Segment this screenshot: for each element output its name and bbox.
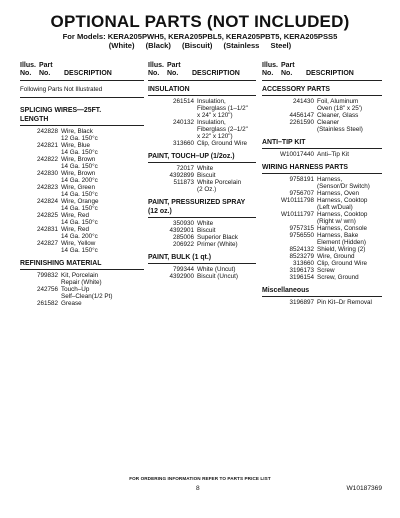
description-line: Biscuit (Uncut) — [197, 273, 238, 280]
description-line: Oven (18" x 25') — [317, 104, 363, 112]
column-3 — [262, 62, 382, 307]
part-number: 242821 — [36, 141, 58, 149]
part-number: 242756 — [36, 285, 58, 293]
spray-list — [148, 221, 256, 249]
description-line: 12 Ga. 150°c — [61, 134, 98, 142]
ordering-info: FOR ORDERING INFORMATION REFER TO PARTS PRICE LIST — [129, 476, 271, 481]
section-touchup-title: PAINT, TOUCH–UP (1/2oz.) — [148, 153, 256, 163]
header-part: Part — [281, 62, 295, 69]
part-description — [61, 227, 144, 241]
document-number: W10187369 — [346, 485, 382, 492]
part-number: 242831 — [36, 225, 58, 233]
page-number: 8 — [196, 485, 200, 492]
description-line: Element (Hidden) — [317, 238, 366, 246]
description-line: Foil, Aluminum — [317, 98, 359, 105]
description-line: Fiberglass (1–1/2" — [197, 104, 248, 112]
description-line: Wire, Red — [61, 225, 89, 233]
section-spray-title: PAINT, PRESSURIZED SPRAY — [148, 198, 246, 206]
model-list — [0, 32, 400, 50]
part-description — [197, 274, 256, 281]
description-line: Wire, Brown — [61, 155, 96, 163]
description-line: (Left w/Dual) — [317, 203, 353, 211]
part-row — [262, 300, 382, 307]
part-number: 72017 — [176, 164, 194, 172]
part-number: 799344 — [172, 265, 194, 273]
description-line: Repair (White) — [61, 278, 102, 286]
part-row — [262, 177, 382, 191]
part-row — [262, 198, 382, 212]
part-description — [197, 242, 256, 249]
part-number: 2261590 — [289, 119, 314, 127]
accessory-list — [262, 99, 382, 134]
section-spray-title-size: (12 oz.) — [148, 208, 256, 218]
header-part-no: No. — [167, 70, 179, 77]
part-row — [148, 274, 256, 281]
part-row — [148, 99, 256, 120]
description-line: Clip, Ground Wire — [197, 139, 248, 147]
section-antitip-title: ANTI–TIP KIT — [262, 139, 382, 149]
description-line: Harness, Cooktop — [317, 196, 368, 204]
part-number: 799832 — [36, 271, 58, 279]
part-row — [262, 212, 382, 226]
part-description — [61, 199, 144, 213]
header-part-no: No. — [39, 70, 51, 77]
description-line: Anti–Tip Kit — [317, 150, 349, 158]
description-line: Biscuit — [197, 171, 216, 179]
description-line: x 24" x 120") — [197, 111, 233, 119]
description-line: 14 Ga. 150°c — [61, 162, 98, 170]
part-row — [148, 180, 256, 194]
part-description — [61, 287, 144, 301]
part-number: 242830 — [36, 169, 58, 177]
part-description — [61, 129, 144, 143]
part-number: 9756550 — [289, 232, 314, 239]
description-line: White (Uncut) — [197, 265, 236, 273]
part-number: 511873 — [173, 178, 194, 186]
part-description — [197, 141, 256, 148]
description-line: Screw — [317, 267, 335, 275]
header-part: Part — [167, 62, 181, 69]
misc-list — [262, 300, 382, 307]
description-line: White — [197, 164, 214, 172]
description-line: Primer (White) — [197, 241, 238, 248]
part-row — [148, 120, 256, 141]
part-number: W10017440 — [280, 150, 314, 158]
description-line: Cleaner — [317, 119, 340, 127]
part-row — [20, 143, 144, 157]
part-row — [148, 141, 256, 148]
part-description — [317, 177, 382, 191]
part-number: 4392901 — [169, 226, 194, 234]
description-line: x 22" x 120") — [197, 132, 233, 140]
column-header — [148, 62, 256, 81]
part-row — [20, 241, 144, 255]
description-line: Fiberglass (2–1/2" — [197, 125, 248, 133]
antitip-list — [262, 152, 382, 159]
description-line: White Porcelain — [197, 178, 242, 186]
part-number: W10111798 — [280, 196, 314, 204]
part-description — [61, 143, 144, 157]
part-row — [262, 275, 382, 282]
part-row — [262, 99, 382, 113]
description-line: Wire, Blue — [61, 141, 91, 149]
column-header — [20, 62, 144, 81]
part-number: 4392899 — [169, 171, 194, 179]
part-number: 8524132 — [289, 246, 314, 253]
description-line: 14 Ga. 200°c — [61, 232, 98, 240]
description-line: Screw, Ground — [317, 274, 359, 282]
part-number: 242827 — [36, 239, 58, 247]
section-misc-title: Miscellaneous — [262, 287, 382, 297]
part-description — [61, 241, 144, 255]
part-description — [317, 212, 382, 226]
description-line: 14 Ga. 200°c — [61, 176, 98, 184]
part-number: 9758191 — [289, 175, 314, 183]
description-line: Wire, Red — [61, 211, 89, 219]
description-line: Wire, Black — [61, 127, 93, 135]
part-description — [197, 99, 256, 120]
description-line: (Right w/ wrn) — [317, 217, 356, 225]
description-line: 14 Ga. 150°c — [61, 218, 98, 226]
part-number: 242824 — [36, 197, 58, 205]
bulk-list — [148, 267, 256, 281]
part-description — [317, 120, 382, 134]
header-illus: Illus. — [20, 62, 36, 69]
part-number: 3196897 — [289, 299, 314, 307]
description-line: Superior Black — [197, 233, 238, 241]
part-row — [262, 152, 382, 159]
part-description — [61, 185, 144, 199]
part-description — [197, 180, 256, 194]
part-number: 4456147 — [289, 112, 314, 119]
part-description — [61, 157, 144, 171]
part-description — [317, 152, 382, 159]
part-number: 242828 — [36, 127, 58, 135]
description-line: Harness, Oven — [317, 189, 359, 197]
part-row — [20, 157, 144, 171]
part-row — [20, 301, 144, 308]
description-line: Harness, Bake — [317, 232, 359, 239]
section-accessory-title: ACCESSORY PARTS — [262, 86, 382, 96]
description-line: Harness, Cooktop — [317, 210, 368, 218]
description-line: Wire, Orange — [61, 197, 99, 205]
section-insulation-title: INSULATION — [148, 86, 256, 96]
part-row — [20, 199, 144, 213]
part-row — [20, 287, 144, 301]
part-description — [197, 120, 256, 141]
part-number: 261582 — [36, 299, 58, 307]
part-number: 313660 — [172, 139, 194, 147]
part-description — [61, 213, 144, 227]
model-numbers: For Models: KERA205PWH5, KERA205PBL5, KERA205PBT5, KERA205PSS5 — [62, 32, 338, 41]
header-no: No. — [262, 70, 274, 77]
header-description: DESCRIPTION — [192, 70, 240, 77]
description-line: Pin Kit–Dr Removal — [317, 299, 372, 307]
header-illus: Illus. — [262, 62, 278, 69]
description-line: Wire, Yellow — [61, 239, 96, 247]
part-row — [262, 233, 382, 247]
description-line: Wire, Ground — [317, 253, 355, 261]
header-no: No. — [148, 70, 160, 77]
header-description: DESCRIPTION — [306, 70, 354, 77]
part-number: 313660 — [292, 260, 314, 268]
description-line: 14 Ga. 150°c — [61, 190, 98, 198]
description-line: Kit, Porcelain — [61, 271, 99, 279]
part-number: 206922 — [172, 241, 194, 248]
splicing-list — [20, 129, 144, 255]
description-line: Clip, Ground Wire — [317, 260, 368, 268]
part-number: W10111797 — [280, 210, 314, 218]
description-line: Insulation, — [197, 98, 226, 105]
description-line: Self–Clean(1/2 Pt) — [61, 292, 113, 300]
part-number: 242825 — [36, 211, 58, 219]
harness-list — [262, 177, 382, 282]
section-splicing-length: LENGTH — [20, 116, 144, 126]
column-header — [262, 62, 382, 81]
header-illus: Illus. — [148, 62, 164, 69]
description-line: (Stainless Steel) — [317, 126, 363, 133]
insulation-list — [148, 99, 256, 148]
header-part-no: No. — [281, 70, 293, 77]
part-number: 350930 — [172, 219, 194, 227]
part-description — [317, 99, 382, 113]
description-line: Wire, Brown — [61, 169, 96, 177]
description-line: Grease — [61, 299, 82, 307]
description-line: 14 Ga. 150°c — [61, 204, 98, 212]
header-part: Part — [39, 62, 53, 69]
refinishing-list — [20, 273, 144, 308]
part-description — [317, 198, 382, 212]
part-number: 242823 — [36, 183, 58, 191]
part-row — [20, 227, 144, 241]
column-1 — [20, 62, 144, 308]
part-row — [20, 273, 144, 287]
part-number: 3196154 — [289, 274, 314, 282]
part-number: 9756707 — [289, 189, 314, 197]
description-line: White — [197, 219, 214, 227]
touchup-list — [148, 166, 256, 194]
part-description — [61, 301, 144, 308]
part-number: 3196173 — [289, 267, 314, 275]
part-row — [262, 120, 382, 134]
part-description — [317, 275, 382, 282]
part-row — [20, 129, 144, 143]
description-line: Harness, Console — [317, 224, 368, 232]
part-number: 241430 — [292, 98, 314, 105]
header-description: DESCRIPTION — [64, 70, 112, 77]
description-line: Wire, Green — [61, 183, 95, 191]
description-line: (2 Oz.) — [197, 185, 217, 193]
model-colors: (White) (Black) (Biscuit) (Stainless Steel) — [108, 41, 292, 50]
description-line: Touch–Up — [61, 285, 90, 293]
part-row — [20, 185, 144, 199]
section-bulk-title: PAINT, BULK (1 qt.) — [148, 254, 256, 264]
page-title: OPTIONAL PARTS (NOT INCLUDED) — [50, 12, 350, 31]
description-line: Biscuit — [197, 226, 216, 234]
description-line: 14 Ga. 150°c — [61, 246, 98, 254]
header-no: No. — [20, 70, 32, 77]
description-line: Insulation, — [197, 118, 226, 126]
part-number: 242822 — [36, 155, 58, 163]
part-number: 261514 — [172, 98, 194, 105]
part-description — [61, 171, 144, 185]
part-description — [317, 233, 382, 247]
part-number: 4392900 — [169, 273, 194, 280]
part-row — [20, 213, 144, 227]
part-number: 285006 — [172, 233, 194, 241]
part-description — [317, 300, 382, 307]
column-2 — [148, 62, 256, 281]
description-line: 14 Ga. 150°c — [61, 148, 98, 156]
part-number: 8523279 — [289, 253, 314, 261]
description-line: Harness, — [317, 175, 343, 183]
section-harness-title: WIRING HARNESS PARTS — [262, 164, 382, 174]
part-number: 240132 — [172, 118, 194, 126]
part-row — [20, 171, 144, 185]
section-splicing-title: SPLICING WIRES—25FT. — [20, 106, 102, 114]
not-illustrated-notice: Following Parts Not Illustrated — [20, 87, 144, 98]
part-description — [61, 273, 144, 287]
part-row — [148, 242, 256, 249]
section-refinishing-title: REFINISHING MATERIAL — [20, 260, 144, 270]
description-line: Shield, Wiring (2) — [317, 246, 366, 253]
description-line: (Sensor/Dr Switch) — [317, 182, 370, 190]
description-line: Cleaner, Glass — [317, 112, 359, 119]
part-number: 9757315 — [289, 224, 314, 232]
